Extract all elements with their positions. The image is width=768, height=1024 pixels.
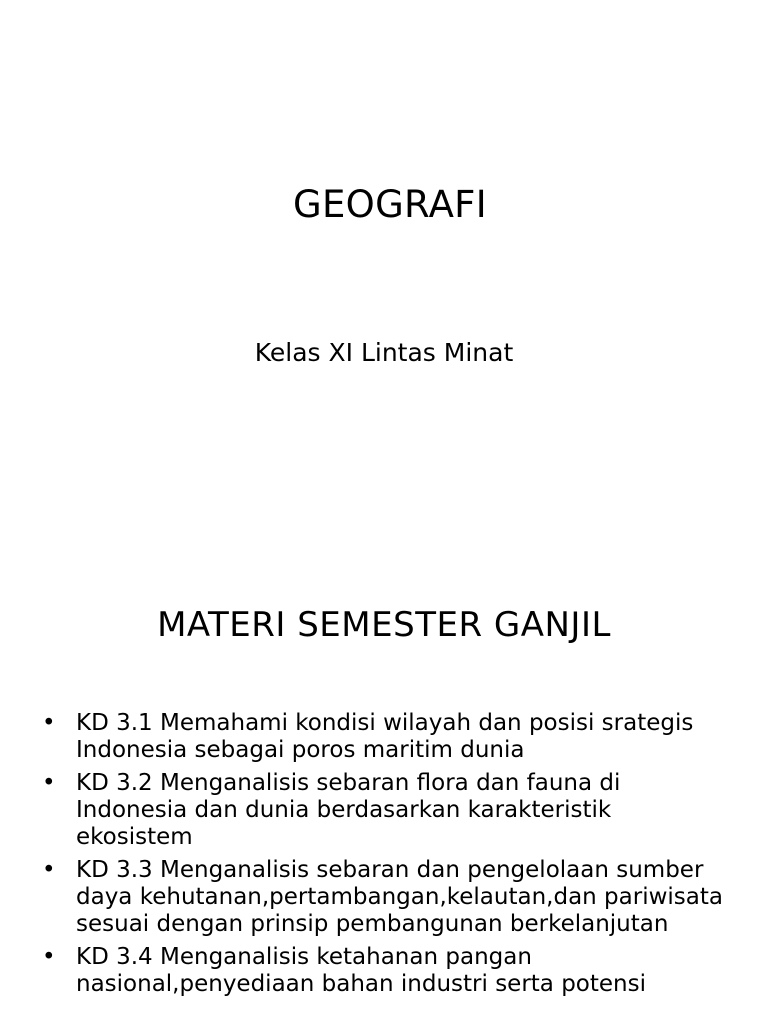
slide-title-subtitle: Kelas XI Lintas Minat bbox=[254, 338, 514, 367]
bullet-item bbox=[36, 944, 726, 998]
bullet-dot-icon: • bbox=[42, 944, 56, 970]
bullet-text: KD 3.3 Menganalisis sebaran dan pengelolaan sumber daya kehutanan,pertambangan,kelautan,dan pariwisata sesuai dengan prinsip pembangunan berkelanjutan bbox=[76, 857, 723, 937]
slide-materi-heading: MATERI SEMESTER GANJIL bbox=[157, 605, 611, 645]
bullet-text: KD 3.2 Menganalisis sebaran flora dan fauna di Indonesia dan dunia berdasarkan karakteristik ekosistem bbox=[76, 770, 621, 850]
bullet-dot-icon: • bbox=[42, 710, 56, 736]
bullet-item bbox=[36, 710, 726, 764]
slide-materi bbox=[0, 576, 768, 1024]
bullet-item bbox=[36, 770, 726, 851]
bullet-text: KD 3.1 Memahami kondisi wilayah dan posisi srategis Indonesia sebagai poros maritim dunia bbox=[76, 710, 694, 763]
slide-title-heading: GEOGRAFI bbox=[293, 183, 487, 226]
bullet-text: KD 3.4 Menganalisis ketahanan pangan nasional,penyediaan bahan industri serta potensi bbox=[76, 944, 647, 997]
bullet-item bbox=[36, 857, 726, 938]
bullet-dot-icon: • bbox=[42, 857, 56, 883]
bullet-list bbox=[36, 710, 726, 1004]
bullet-dot-icon: • bbox=[42, 770, 56, 796]
